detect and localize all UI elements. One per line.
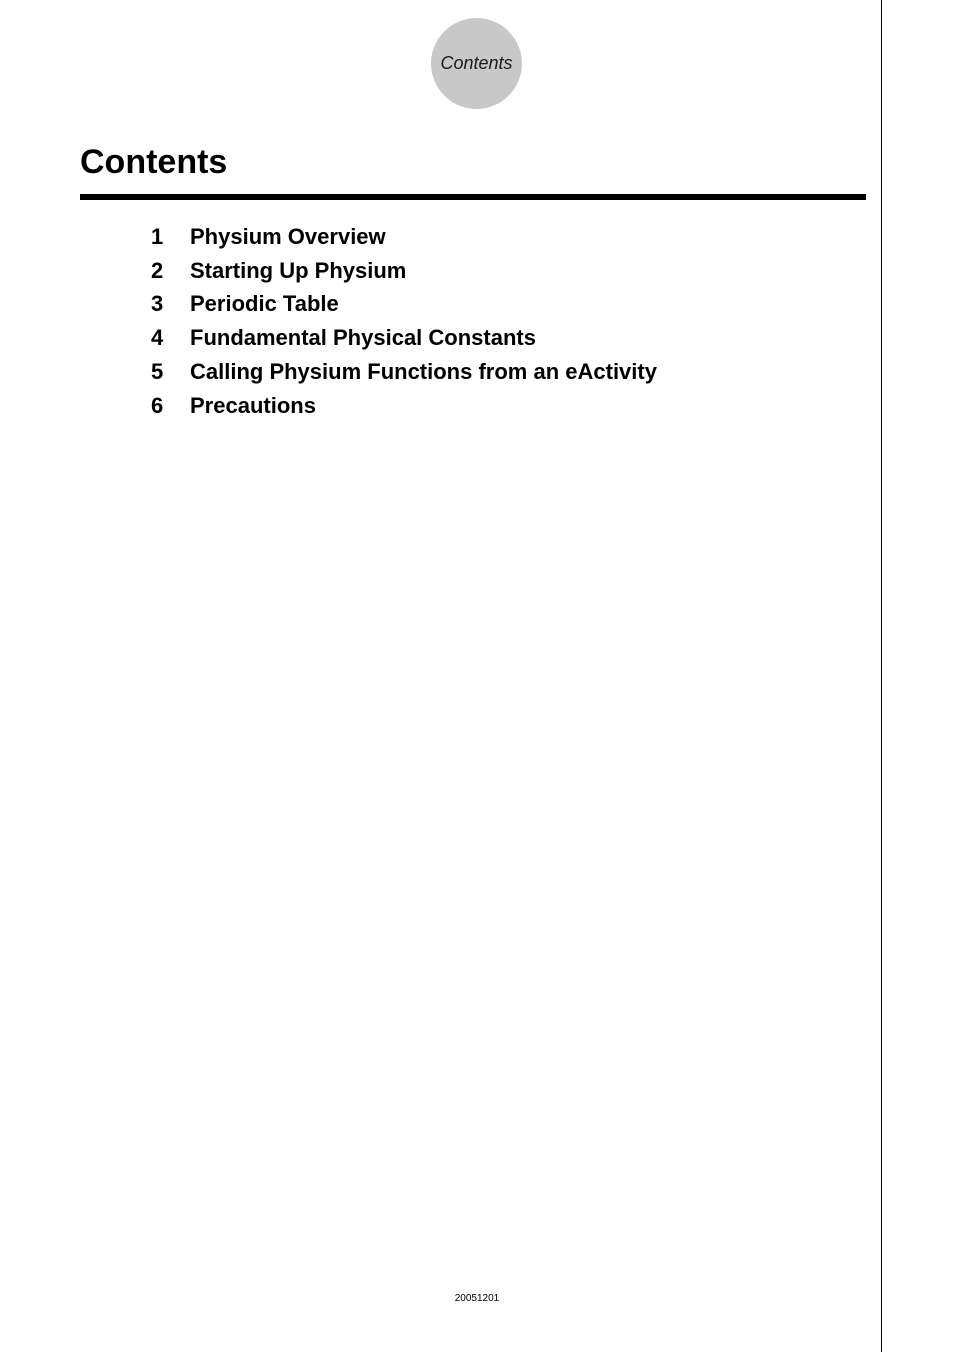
toc-item-label: Physium Overview — [190, 223, 386, 249]
toc-item-number: 3 — [151, 291, 164, 317]
contents-badge[interactable] — [431, 18, 522, 109]
footer-code: 20051201 — [454, 1293, 500, 1304]
toc-item-number: 4 — [151, 325, 164, 351]
page-title: Contents — [80, 143, 228, 181]
toc-item-5[interactable] — [151, 355, 657, 389]
toc-item-number: 6 — [151, 392, 164, 418]
table-of-contents — [151, 220, 657, 423]
toc-item-label: Starting Up Physium — [190, 257, 407, 283]
toc-item-label: Periodic Table — [190, 291, 339, 317]
toc-item-label: Calling Physium Functions from an eActivity — [190, 359, 657, 385]
toc-item-3[interactable] — [151, 288, 657, 322]
toc-item-label: Fundamental Physical Constants — [190, 325, 536, 351]
toc-item-1[interactable] — [151, 220, 657, 254]
toc-item-number: 2 — [151, 257, 164, 283]
toc-item-4[interactable] — [151, 321, 657, 355]
title-divider — [80, 194, 866, 200]
toc-item-label: Precautions — [190, 392, 316, 418]
toc-item-2[interactable] — [151, 254, 657, 288]
toc-item-number: 1 — [151, 223, 164, 249]
contents-badge-label: Contents — [440, 53, 513, 73]
toc-item-6[interactable] — [151, 389, 657, 423]
toc-item-number: 5 — [151, 359, 164, 385]
page-edge-rule — [881, 0, 882, 1352]
